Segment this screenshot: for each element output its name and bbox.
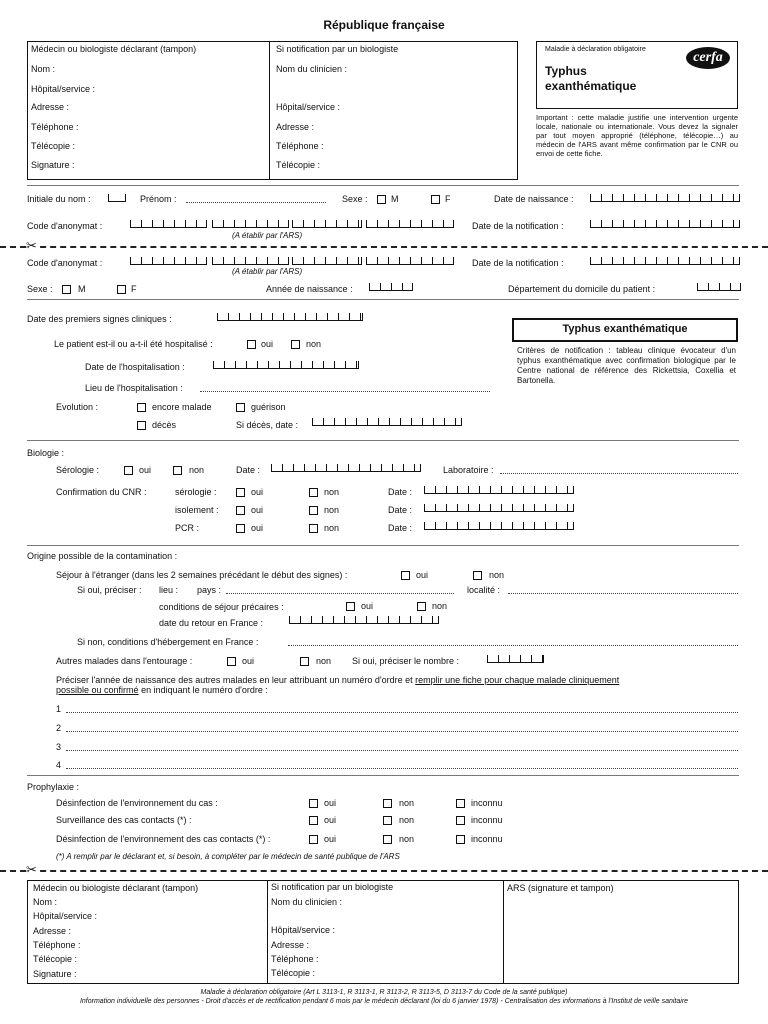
code-anonymat-2-2[interactable]: [212, 257, 289, 265]
prenom-label: Prénom :: [140, 194, 177, 204]
conditions-label: conditions de séjour précaires :: [159, 602, 284, 612]
cnr-pcr-date-label: Date :: [388, 523, 413, 533]
origine-heading: Origine possible de la contamination :: [27, 551, 178, 561]
sexe-label: Sexe :: [342, 194, 368, 204]
si-deces-label: Si décès, date :: [236, 420, 299, 430]
sejour-oui-checkbox[interactable]: [401, 571, 410, 580]
conditions-non-label: non: [432, 601, 448, 611]
preciser-underlined-2: possible ou confirmé: [56, 685, 139, 695]
preciser-text: Préciser l'année de naissance des autres malades en leur attribuant un numéro d'ordre et: [56, 675, 413, 685]
prophylaxie-2-inconnu-label: inconnu: [471, 815, 503, 825]
guerison-label: guérison: [251, 402, 286, 412]
hospitalise-non-checkbox[interactable]: [291, 340, 300, 349]
sejour-non-label: non: [489, 570, 505, 580]
prophylaxie-1-oui-label: oui: [324, 798, 337, 808]
cnr-isolement-oui-checkbox[interactable]: [236, 506, 245, 515]
code-anonymat-label: Code d'anonymat :: [27, 221, 103, 231]
cnr-serologie-label: sérologie :: [175, 487, 217, 497]
autres-malades-label: Autres malades dans l'entourage :: [56, 656, 193, 666]
code-anonymat-1[interactable]: [130, 220, 207, 228]
declarant-signature[interactable]: Signature :: [31, 160, 75, 170]
autres-malades-non-label: non: [316, 656, 332, 666]
cut-line-2: [0, 870, 768, 872]
scissors-icon-2: ✂: [26, 862, 37, 877]
important-note: Important : cette maladie justifie une intervention urgente locale, nationale ou internationale. Vous devez la signaler par tout moyen approprié (téléphone, télécopie…) au médecin de l'ARS avant même confirmation par le CNR ou envoi de cette fiche.: [536, 113, 738, 158]
prophylaxie-1-non-checkbox[interactable]: [383, 799, 392, 808]
laboratoire-label: Laboratoire :: [443, 465, 494, 475]
date-hosp-field[interactable]: [213, 361, 359, 369]
prophylaxie-3-non-label: non: [399, 834, 415, 844]
cnr-isolement-oui-label: oui: [251, 505, 264, 515]
bottom-declarant-nom[interactable]: Nom :: [33, 897, 58, 907]
pays-field[interactable]: [226, 593, 454, 594]
prophylaxie-1-inconnu-checkbox[interactable]: [456, 799, 465, 808]
localite-label: localité :: [467, 585, 501, 595]
sexe-label-2: Sexe :: [27, 284, 53, 294]
code-anonymat-2-3[interactable]: [292, 257, 362, 265]
biologiste-clinicien[interactable]: Nom du clinicien :: [276, 64, 348, 74]
code-anonymat-label-2: Code d'anonymat :: [27, 258, 103, 268]
date-hosp-label: Date de l'hospitalisation :: [85, 362, 185, 372]
cnr-pcr-label: PCR :: [175, 523, 200, 533]
serologie-oui-label: oui: [139, 465, 152, 475]
cnr-isolement-date-field[interactable]: [424, 504, 574, 512]
footer-line-1: Maladie à déclaration obligatoire (Art L 3113-1, R 3113-1, R 3113-2, R 3113-5, D 3113-7 du Code de la santé publique): [200, 989, 568, 996]
autre-malade-1-field[interactable]: [66, 712, 738, 713]
cnr-serologie-date-label: Date :: [388, 487, 413, 497]
serologie-oui-checkbox[interactable]: [124, 466, 133, 475]
departement-field[interactable]: [697, 283, 741, 291]
preciser-line2: [56, 685, 268, 696]
bottom-declarant-telephone[interactable]: Téléphone :: [33, 940, 81, 950]
prophylaxie-3-oui-label: oui: [324, 834, 337, 844]
bottom-biologiste-hopital[interactable]: Hôpital/service :: [271, 925, 336, 935]
bottom-biologiste-telecopie[interactable]: Télécopie :: [271, 968, 316, 978]
evolution-label: Evolution :: [56, 402, 99, 412]
deces-checkbox[interactable]: [137, 421, 146, 430]
criteria-text: Critères de notification : tableau clinique évocateur d'un typhus exanthématique avec confirmation biologique par le Centre national de référence des Rickettsia, Coxellia et Bartonella.: [517, 346, 736, 385]
pays-label: pays :: [197, 585, 222, 595]
cnr-serologie-date-field[interactable]: [424, 486, 574, 494]
autres-malades-oui-label: oui: [242, 656, 255, 666]
hospitalise-oui-checkbox[interactable]: [247, 340, 256, 349]
prophylaxie-3-oui-checkbox[interactable]: [309, 835, 318, 844]
prophylaxie-2-non-label: non: [399, 815, 415, 825]
serologie-non-label: non: [189, 465, 205, 475]
autre-malade-4-field[interactable]: [66, 768, 738, 769]
biologiste-adresse[interactable]: Adresse :: [276, 122, 315, 132]
hospitalise-label: Le patient est-il ou a-t-il été hospitalisé :: [54, 339, 213, 349]
sejour-non-checkbox[interactable]: [473, 571, 482, 580]
prophylaxie-2-inconnu-checkbox[interactable]: [456, 816, 465, 825]
serologie-non-checkbox[interactable]: [173, 466, 182, 475]
serologie-label: Sérologie :: [56, 465, 100, 475]
declarant-telecopie[interactable]: Télécopie :: [31, 141, 76, 151]
initiale-label: Initiale du nom :: [27, 194, 91, 204]
conditions-oui-label: oui: [361, 601, 374, 611]
biologiste-telephone[interactable]: Téléphone :: [276, 141, 324, 151]
biologie-heading: Biologie :: [27, 448, 65, 458]
conditions-oui-checkbox[interactable]: [346, 602, 355, 611]
cnr-isolement-label: isolement :: [175, 505, 219, 515]
localite-field[interactable]: [508, 593, 738, 594]
guerison-checkbox[interactable]: [236, 403, 245, 412]
conditions-non-checkbox[interactable]: [417, 602, 426, 611]
cnr-serologie-oui-label: oui: [251, 487, 264, 497]
annee-naissance-field[interactable]: [369, 283, 413, 291]
hebergement-field[interactable]: [288, 645, 738, 646]
declarant-telephone[interactable]: Téléphone :: [31, 122, 79, 132]
bottom-biologiste-adresse[interactable]: Adresse :: [271, 940, 310, 950]
serologie-date-label: Date :: [236, 465, 261, 475]
sexe-m-checkbox[interactable]: [377, 195, 386, 204]
autre-malade-2-field[interactable]: [66, 731, 738, 732]
cnr-pcr-date-field[interactable]: [424, 522, 574, 530]
prophylaxie-3-inconnu-checkbox[interactable]: [456, 835, 465, 844]
sexe-m-label-2: M: [78, 284, 86, 294]
cnr-pcr-non-label: non: [324, 523, 340, 533]
si-oui-label: Si oui, préciser :: [77, 585, 142, 595]
date-notification-label: Date de la notification :: [472, 221, 564, 231]
lieu-hosp-label: Lieu de l'hospitalisation :: [85, 383, 183, 393]
sejour-label: Séjour à l'étranger (dans les 2 semaines précédant le début des signes) :: [56, 570, 348, 580]
biologiste-heading: Si notification par un biologiste: [276, 44, 399, 54]
si-non-label: Si non, conditions d'hébergement en France :: [77, 637, 259, 647]
bottom-declarant-telecopie[interactable]: Télécopie :: [33, 954, 78, 964]
ars-heading: ARS (signature et tampon): [507, 883, 614, 893]
declarant-adresse[interactable]: Adresse :: [31, 102, 70, 112]
cnr-isolement-non-label: non: [324, 505, 340, 515]
cerfa-logo: cerfa: [686, 47, 730, 69]
confirmation-cnr-label: Confirmation du CNR :: [56, 487, 147, 497]
prophylaxie-3-non-checkbox[interactable]: [383, 835, 392, 844]
scissors-icon: ✂: [26, 238, 37, 253]
prenom-field[interactable]: [186, 202, 326, 203]
declarant-heading: Médecin ou biologiste déclarant (tampon): [31, 44, 197, 54]
sexe-f-label-2: F: [131, 284, 137, 294]
cnr-serologie-non-checkbox[interactable]: [309, 488, 318, 497]
preciser-text-2: en indiquant le numéro d'ordre :: [141, 685, 268, 695]
lieu-label: lieu :: [159, 585, 179, 595]
cnr-serologie-oui-checkbox[interactable]: [236, 488, 245, 497]
serologie-date-field[interactable]: [271, 464, 421, 472]
autre-malade-1-label: 1: [56, 704, 62, 714]
autre-malade-3-field[interactable]: [66, 750, 738, 751]
code-anonymat-3[interactable]: [292, 220, 362, 228]
initiale-field[interactable]: [108, 194, 126, 202]
bottom-biologiste-telephone[interactable]: Téléphone :: [271, 954, 319, 964]
autre-malade-4-label: 4: [56, 760, 62, 770]
lieu-hosp-field[interactable]: [200, 391, 490, 392]
cnr-pcr-non-checkbox[interactable]: [309, 524, 318, 533]
date-notification-field[interactable]: [590, 220, 740, 228]
page-title: République française: [323, 18, 445, 32]
bottom-box: [27, 880, 739, 984]
nombre-field[interactable]: [487, 655, 544, 663]
prophylaxie-2-oui-checkbox[interactable]: [309, 816, 318, 825]
si-deces-field[interactable]: [312, 418, 462, 426]
bottom-declarant-heading: Médecin ou biologiste déclarant (tampon): [33, 883, 199, 893]
cnr-serologie-non-label: non: [324, 487, 340, 497]
bottom-declarant-signature[interactable]: Signature :: [33, 969, 77, 979]
laboratoire-field[interactable]: [500, 473, 738, 474]
prophylaxie-2-non-checkbox[interactable]: [383, 816, 392, 825]
date-retour-label: date du retour en France :: [159, 618, 264, 628]
code-anonymat-2[interactable]: [212, 220, 289, 228]
footer-line-2: Information individuelle des personnes - Droit d'accès et de rectification pendant 6 mois par le médecin déclarant (loi du 6 janvier 1978) - Centralisation des informations à l'Institut de veille sanitaire: [79, 998, 689, 1005]
criteria-title: Typhus exanthématique: [562, 323, 688, 335]
sexe-f-label: F: [445, 194, 451, 204]
autre-malade-2-label: 2: [56, 723, 62, 733]
hospitalise-non-label: non: [306, 339, 322, 349]
cut-line: [0, 246, 768, 248]
bottom-biologiste-heading: Si notification par un biologiste: [271, 882, 394, 892]
a-etablir-note: (A établir par l'ARS): [232, 231, 303, 240]
date-notification-label-2: Date de la notification :: [472, 258, 564, 268]
bottom-declarant-adresse[interactable]: Adresse :: [33, 926, 72, 936]
cnr-pcr-oui-checkbox[interactable]: [236, 524, 245, 533]
prophylaxie-row-3-label: Désinfection de l'environnement des cas contacts (*) :: [56, 834, 271, 844]
preciser-nombre-label: Si oui, préciser le nombre :: [352, 656, 460, 666]
bottom-declarant-hopital[interactable]: Hôpital/service :: [33, 911, 98, 921]
declarant-box: [27, 41, 518, 180]
prophylaxie-2-oui-label: oui: [324, 815, 337, 825]
code-anonymat-4[interactable]: [366, 220, 454, 228]
prophylaxie-1-oui-checkbox[interactable]: [309, 799, 318, 808]
annee-naissance-label: Année de naissance :: [266, 284, 353, 294]
date-naissance-field[interactable]: [590, 194, 740, 202]
sexe-f-checkbox[interactable]: [431, 195, 440, 204]
prophylaxie-1-inconnu-label: inconnu: [471, 798, 503, 808]
deces-label: décès: [152, 420, 177, 430]
declarant-nom[interactable]: Nom :: [31, 64, 56, 74]
autre-malade-3-label: 3: [56, 742, 62, 752]
sexe-m-checkbox-2[interactable]: [62, 285, 71, 294]
cnr-pcr-oui-label: oui: [251, 523, 264, 533]
prophylaxie-3-inconnu-label: inconnu: [471, 834, 503, 844]
encore-malade-checkbox[interactable]: [137, 403, 146, 412]
autres-malades-oui-checkbox[interactable]: [227, 657, 236, 666]
premiers-signes-field[interactable]: [217, 313, 363, 321]
hospitalise-oui-label: oui: [261, 339, 274, 349]
code-anonymat-2-4[interactable]: [366, 257, 454, 265]
disease-line1: Typhus: [545, 64, 587, 78]
biologiste-telecopie[interactable]: Télécopie :: [276, 160, 321, 170]
cnr-isolement-date-label: Date :: [388, 505, 413, 515]
departement-label: Département du domicile du patient :: [508, 284, 656, 294]
sexe-f-checkbox-2[interactable]: [117, 285, 126, 294]
biologiste-hopital[interactable]: Hôpital/service :: [276, 102, 341, 112]
disease-line2: exanthématique: [545, 79, 637, 93]
cerfa-small: Maladie à déclaration obligatoire: [545, 46, 646, 53]
premiers-signes-label: Date des premiers signes cliniques :: [27, 314, 172, 324]
declarant-hopital[interactable]: Hôpital/service :: [31, 84, 96, 94]
cnr-isolement-non-checkbox[interactable]: [309, 506, 318, 515]
prophylaxie-note: (*) A remplir par le déclarant et, si besoin, à compléter par le médecin de santé publique de l'ARS: [56, 852, 400, 861]
a-etablir-note-2: (A établir par l'ARS): [232, 267, 303, 276]
sexe-m-label: M: [391, 194, 399, 204]
prophylaxie-1-non-label: non: [399, 798, 415, 808]
code-anonymat-2-1[interactable]: [130, 257, 207, 265]
date-notification-field-2[interactable]: [590, 257, 740, 265]
date-retour-field[interactable]: [289, 616, 439, 624]
bottom-biologiste-clinicien[interactable]: Nom du clinicien :: [271, 897, 343, 907]
sejour-oui-label: oui: [416, 570, 429, 580]
date-naissance-label: Date de naissance :: [494, 194, 574, 204]
prophylaxie-row-2-label: Surveillance des cas contacts (*) :: [56, 815, 192, 825]
autres-malades-non-checkbox[interactable]: [300, 657, 309, 666]
encore-malade-label: encore malade: [152, 402, 212, 412]
prophylaxie-row-1-label: Désinfection de l'environnement du cas :: [56, 798, 218, 808]
preciser-underlined: remplir une fiche pour chaque malade cliniquement: [415, 675, 620, 685]
prophylaxie-heading: Prophylaxie :: [27, 782, 80, 792]
